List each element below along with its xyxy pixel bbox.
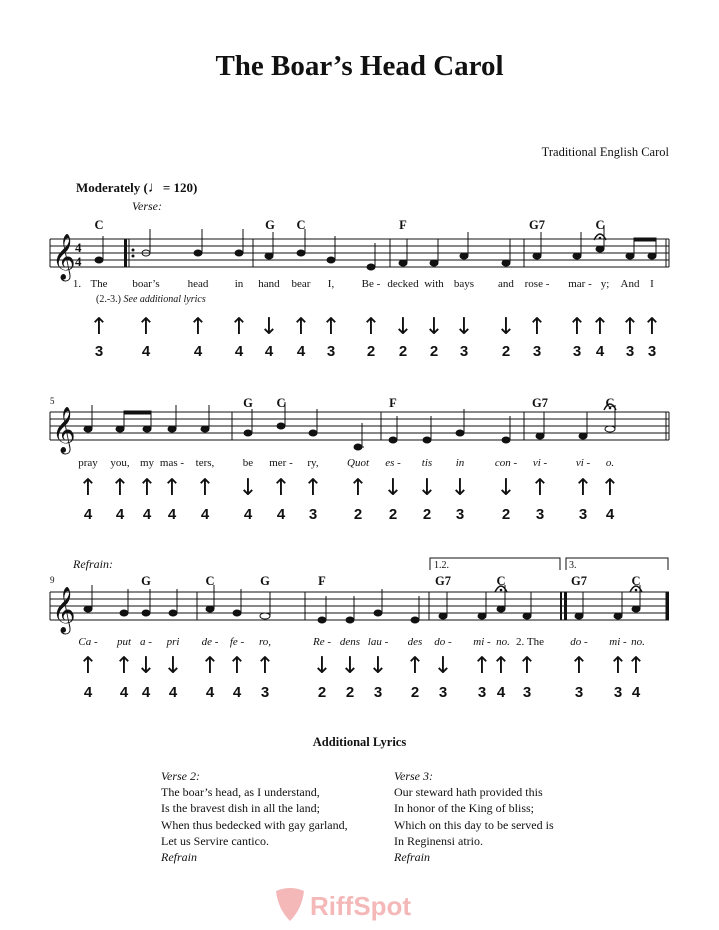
hole-number: 4 <box>167 506 177 523</box>
hole-number: 4 <box>141 343 151 360</box>
blow-arrow-icon: ↑ <box>491 653 511 679</box>
chord-symbol: C <box>605 396 615 410</box>
svg-text:𝄞: 𝄞 <box>52 587 76 633</box>
chord-symbol: C <box>595 218 605 232</box>
lyric-syllable: fe - <box>229 636 245 648</box>
chord-symbol: G7 <box>435 574 451 588</box>
chord-symbol: C <box>205 574 215 588</box>
hole-number: 4 <box>142 506 152 523</box>
section-label-refrain: Refrain: <box>73 557 113 571</box>
chord-symbol: C <box>276 396 286 410</box>
lyric-line: Our steward hath provided this <box>394 785 543 800</box>
blow-arrow-icon: ↑ <box>321 314 341 340</box>
chord-symbol: F <box>389 396 397 410</box>
hole-number: 2 <box>317 684 327 701</box>
draw-arrow-icon: ↓ <box>496 314 516 340</box>
lyric-syllable: do - <box>434 636 452 648</box>
hole-number: 3 <box>574 684 584 701</box>
lyric-syllable: head <box>187 278 209 290</box>
blow-arrow-icon: ↑ <box>162 475 182 501</box>
chord-symbol: C <box>496 574 506 588</box>
lyric-syllable: mer - <box>269 457 293 469</box>
section-label-verse: Verse: <box>132 199 162 213</box>
lyric-syllable: no. <box>631 636 645 648</box>
chord-symbol: C <box>631 574 641 588</box>
hole-number: 4 <box>496 684 506 701</box>
hole-number: 4 <box>119 684 129 701</box>
blow-arrow-icon: ↑ <box>600 475 620 501</box>
hole-number: 4 <box>605 506 615 523</box>
hole-number: 2 <box>410 684 420 701</box>
draw-arrow-icon: ↓ <box>259 314 279 340</box>
lyric-syllable: And <box>620 278 640 290</box>
lyric-syllable: con - <box>494 457 518 469</box>
lyric-syllable: des <box>407 636 423 648</box>
lyric-syllable: vi - <box>532 457 548 469</box>
draw-arrow-icon: ↓ <box>312 653 332 679</box>
lyric-syllable: my <box>139 457 155 469</box>
lyric-syllable: mas - <box>159 457 185 469</box>
lyric-syllable: bays <box>453 278 475 290</box>
song-title: The Boar’s Head Carol <box>215 50 504 82</box>
hole-number: 4 <box>200 506 210 523</box>
lyric-syllable: rose - <box>524 278 550 290</box>
blow-arrow-icon: ↑ <box>626 653 646 679</box>
draw-arrow-icon: ↓ <box>136 653 156 679</box>
blow-arrow-icon: ↑ <box>569 653 589 679</box>
blow-arrow-icon: ↑ <box>361 314 381 340</box>
chord-symbol: G <box>141 574 151 588</box>
lyric-syllable: y; <box>600 278 610 290</box>
additional-lyrics-note: See additional lyrics <box>123 294 206 305</box>
hole-number: 3 <box>260 684 270 701</box>
lyric-syllable: be <box>242 457 254 469</box>
hole-number: 2 <box>501 343 511 360</box>
blow-arrow-icon: ↑ <box>78 475 98 501</box>
lyric-syllable: o. <box>605 457 615 469</box>
blow-arrow-icon: ↑ <box>567 314 587 340</box>
lyric-line: Let us Servire cantico. <box>161 833 269 848</box>
draw-arrow-icon: ↓ <box>340 653 360 679</box>
blow-arrow-icon: ↑ <box>271 475 291 501</box>
lyric-syllable: in <box>455 457 465 469</box>
lyric-syllable: ry, <box>307 457 319 469</box>
svg-text:RiffSpot: RiffSpot <box>310 891 412 921</box>
lyric-syllable: bear <box>291 278 311 290</box>
hole-number: 4 <box>296 343 306 360</box>
chord-symbol: G <box>260 574 270 588</box>
blow-arrow-icon: ↑ <box>608 653 628 679</box>
lyric-syllable: ters, <box>195 457 215 469</box>
blow-arrow-icon: ↑ <box>200 653 220 679</box>
lyric-syllable: vi - <box>575 457 591 469</box>
verse-2-block <box>161 768 348 865</box>
additional-lyrics-heading: Additional Lyrics <box>312 735 407 749</box>
hole-number: 4 <box>276 506 286 523</box>
quarter-note-icon: ♩ <box>147 180 163 196</box>
lyric-syllable: decked <box>387 278 419 290</box>
draw-arrow-icon: ↓ <box>238 475 258 501</box>
svg-text:𝄞: 𝄞 <box>52 407 76 453</box>
chord-symbol: G <box>265 218 275 232</box>
lyric-syllable: 2. The <box>516 636 544 648</box>
draw-arrow-icon: ↓ <box>454 314 474 340</box>
lyric-syllable: mar - <box>568 278 592 290</box>
lyric-syllable: mi - <box>473 636 491 648</box>
svg-text:𝄞: 𝄞 <box>52 234 76 280</box>
blow-arrow-icon: ↑ <box>472 653 492 679</box>
chord-symbol: C <box>296 218 306 232</box>
hole-number: 4 <box>141 684 151 701</box>
hole-number: 4 <box>234 343 244 360</box>
lyric-syllable: you, <box>110 457 130 469</box>
blow-arrow-icon: ↑ <box>405 653 425 679</box>
hole-number: 4 <box>631 684 641 701</box>
hole-number: 2 <box>429 343 439 360</box>
lyric-line: When thus bedecked with gay garland, <box>161 817 348 832</box>
lyric-syllable: Re - <box>312 636 332 648</box>
blow-arrow-icon: ↑ <box>573 475 593 501</box>
lyric-syllable: I <box>650 278 654 290</box>
hole-number: 3 <box>578 506 588 523</box>
draw-arrow-icon: ↓ <box>417 475 437 501</box>
chord-symbol: G <box>243 396 253 410</box>
blow-arrow-icon: ↑ <box>195 475 215 501</box>
blow-arrow-icon: ↑ <box>527 314 547 340</box>
hole-number: 4 <box>205 684 215 701</box>
tempo-bpm: = 120 <box>162 180 194 195</box>
chord-symbol: G7 <box>532 396 548 410</box>
blow-arrow-icon: ↑ <box>227 653 247 679</box>
lyric-syllable: Be - <box>361 278 381 290</box>
hole-number: 3 <box>438 684 448 701</box>
draw-arrow-icon: ↓ <box>424 314 444 340</box>
lyric-syllable: in <box>234 278 244 290</box>
riffspot-logo <box>270 885 450 925</box>
hole-number: 3 <box>572 343 582 360</box>
hole-number: 3 <box>625 343 635 360</box>
lyric-syllable: The <box>90 278 108 290</box>
blow-arrow-icon: ↑ <box>303 475 323 501</box>
hole-number: 4 <box>232 684 242 701</box>
blow-arrow-icon: ↑ <box>255 653 275 679</box>
draw-arrow-icon: ↓ <box>368 653 388 679</box>
ending-label-second: 3. <box>569 560 577 571</box>
hole-number: 2 <box>366 343 376 360</box>
blow-arrow-icon: ↑ <box>517 653 537 679</box>
hole-number: 4 <box>595 343 605 360</box>
chord-symbol: C <box>94 218 104 232</box>
tempo-label: Moderately <box>76 180 141 195</box>
chord-symbol: F <box>318 574 326 588</box>
svg-text:4: 4 <box>75 240 82 255</box>
hole-number: 4 <box>83 684 93 701</box>
refrain-label: Refrain <box>161 850 197 865</box>
treble-clef-icon <box>52 234 76 635</box>
draw-arrow-icon: ↓ <box>433 653 453 679</box>
blow-arrow-icon: ↑ <box>78 653 98 679</box>
lyric-syllable: put <box>116 636 132 648</box>
lyric-syllable: pri <box>166 636 180 648</box>
draw-arrow-icon: ↓ <box>393 314 413 340</box>
blow-arrow-icon: ↑ <box>137 475 157 501</box>
lyric-syllable: Ca - <box>78 636 98 648</box>
hole-number: 2 <box>398 343 408 360</box>
lyric-line: Is the bravest dish in all the land; <box>161 801 320 816</box>
lyric-line: The boar’s head, as I understand, <box>161 785 320 800</box>
hole-number: 2 <box>353 506 363 523</box>
lyric-syllable: mi - <box>609 636 627 648</box>
draw-arrow-icon: ↓ <box>163 653 183 679</box>
verse-3-block <box>394 768 554 865</box>
measure-number: 5 <box>50 396 55 406</box>
lyric-syllable: do - <box>570 636 588 648</box>
hole-number: 3 <box>326 343 336 360</box>
hole-number: 2 <box>501 506 511 523</box>
hole-number: 4 <box>115 506 125 523</box>
time-signature <box>75 240 82 269</box>
hole-number: 3 <box>522 684 532 701</box>
hole-number: 2 <box>388 506 398 523</box>
guitar-pick-icon <box>270 885 450 925</box>
blow-arrow-icon: ↑ <box>620 314 640 340</box>
lyric-syllable: 1. <box>72 278 82 290</box>
lyric-syllable: es - <box>385 457 401 469</box>
lyric-line: Which on this day to be served is <box>394 817 554 832</box>
lyric-syllable: a - <box>140 636 152 648</box>
blow-arrow-icon: ↑ <box>89 314 109 340</box>
tempo-marking: Moderately (♩= 120) <box>76 180 198 196</box>
lyric-syllable: pray <box>78 457 98 469</box>
hole-number: 3 <box>647 343 657 360</box>
refrain-label: Refrain <box>394 850 430 865</box>
lyric-syllable: hand <box>258 278 280 290</box>
blow-arrow-icon: ↑ <box>229 314 249 340</box>
lyric-syllable: de - <box>201 636 219 648</box>
lyric-line: In honor of the King of bliss; <box>394 801 534 816</box>
blow-arrow-icon: ↑ <box>348 475 368 501</box>
blow-arrow-icon: ↑ <box>590 314 610 340</box>
hole-number: 3 <box>613 684 623 701</box>
hole-number: 3 <box>535 506 545 523</box>
ending-label-first: 1.2. <box>434 560 449 571</box>
blow-arrow-icon: ↑ <box>110 475 130 501</box>
hole-number: 4 <box>243 506 253 523</box>
lyric-syllable: no. <box>496 636 510 648</box>
lyric-syllable: ro, <box>258 636 272 648</box>
hole-number: 4 <box>264 343 274 360</box>
lyric-syllable: I, <box>327 278 335 290</box>
verse-num: (2.-3.) <box>96 294 121 305</box>
hole-number: 3 <box>477 684 487 701</box>
blow-arrow-icon: ↑ <box>530 475 550 501</box>
measure-number: 9 <box>50 575 55 585</box>
verse-label: Verse 2: <box>161 769 200 783</box>
hole-number: 4 <box>168 684 178 701</box>
lyric-line: In Reginensi atrio. <box>394 833 483 848</box>
chord-symbol: G7 <box>529 218 545 232</box>
draw-arrow-icon: ↓ <box>496 475 516 501</box>
draw-arrow-icon: ↓ <box>383 475 403 501</box>
hole-number: 3 <box>308 506 318 523</box>
lyric-syllable: lau - <box>367 636 389 648</box>
hole-number: 4 <box>193 343 203 360</box>
hole-number: 3 <box>532 343 542 360</box>
lyric-syllable: Quot <box>347 457 369 469</box>
lyric-syllable: dens <box>339 636 361 648</box>
blow-arrow-icon: ↑ <box>114 653 134 679</box>
hole-number: 4 <box>83 506 93 523</box>
hole-number: 3 <box>373 684 383 701</box>
hole-number: 2 <box>422 506 432 523</box>
hole-number: 3 <box>455 506 465 523</box>
hole-number: 3 <box>459 343 469 360</box>
draw-arrow-icon: ↓ <box>450 475 470 501</box>
blow-arrow-icon: ↑ <box>642 314 662 340</box>
lyric-syllable: tis <box>421 457 433 469</box>
blow-arrow-icon: ↑ <box>188 314 208 340</box>
composer-credit: Traditional English Carol <box>541 145 669 159</box>
lyric-syllable: and <box>498 278 514 290</box>
blow-arrow-icon: ↑ <box>291 314 311 340</box>
chord-symbol: G7 <box>571 574 587 588</box>
chord-symbol: F <box>399 218 407 232</box>
lyric-syllable: with <box>424 278 444 290</box>
svg-text:4: 4 <box>75 254 82 269</box>
lyric-syllable: boar’s <box>132 278 160 290</box>
blow-arrow-icon: ↑ <box>136 314 156 340</box>
hole-number: 2 <box>345 684 355 701</box>
verse-label: Verse 3: <box>394 769 433 783</box>
hole-number: 3 <box>94 343 104 360</box>
